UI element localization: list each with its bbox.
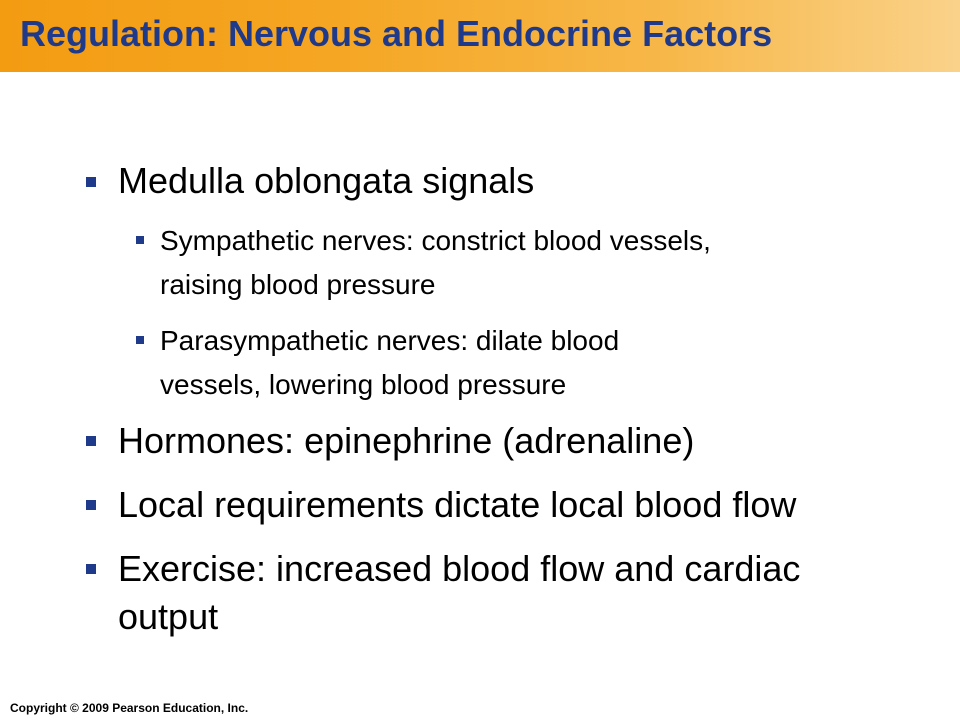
sub-bullet-line: raising blood pressure [160, 269, 436, 300]
sub-bullet-line: Sympathetic nerves: constrict blood vessels, [160, 225, 711, 256]
bullet-text-line: output [118, 596, 219, 637]
sub-bullet-line: vessels, lowering blood pressure [160, 369, 567, 400]
bullet-text: Medulla oblongata signals [118, 160, 535, 201]
title-bar [0, 0, 960, 72]
copyright-notice: Copyright © 2009 Pearson Education, Inc. [10, 701, 249, 715]
bullet-square-icon [86, 500, 96, 510]
bullet-text: Hormones: epinephrine (adrenaline) [118, 420, 695, 461]
bullet-square-icon [86, 177, 96, 187]
sub-bullet-square-icon [136, 236, 144, 244]
sub-bullet-square-icon [136, 336, 144, 344]
bullet-text-line: Exercise: increased blood flow and cardiac [118, 548, 801, 589]
bullet-square-icon [86, 564, 96, 574]
slide-title: Regulation: Nervous and Endocrine Factors [20, 13, 773, 54]
bullet-square-icon [86, 436, 96, 446]
bullet-text: Local requirements dictate local blood flow [118, 484, 797, 525]
sub-bullet-line: Parasympathetic nerves: dilate blood [160, 325, 620, 356]
